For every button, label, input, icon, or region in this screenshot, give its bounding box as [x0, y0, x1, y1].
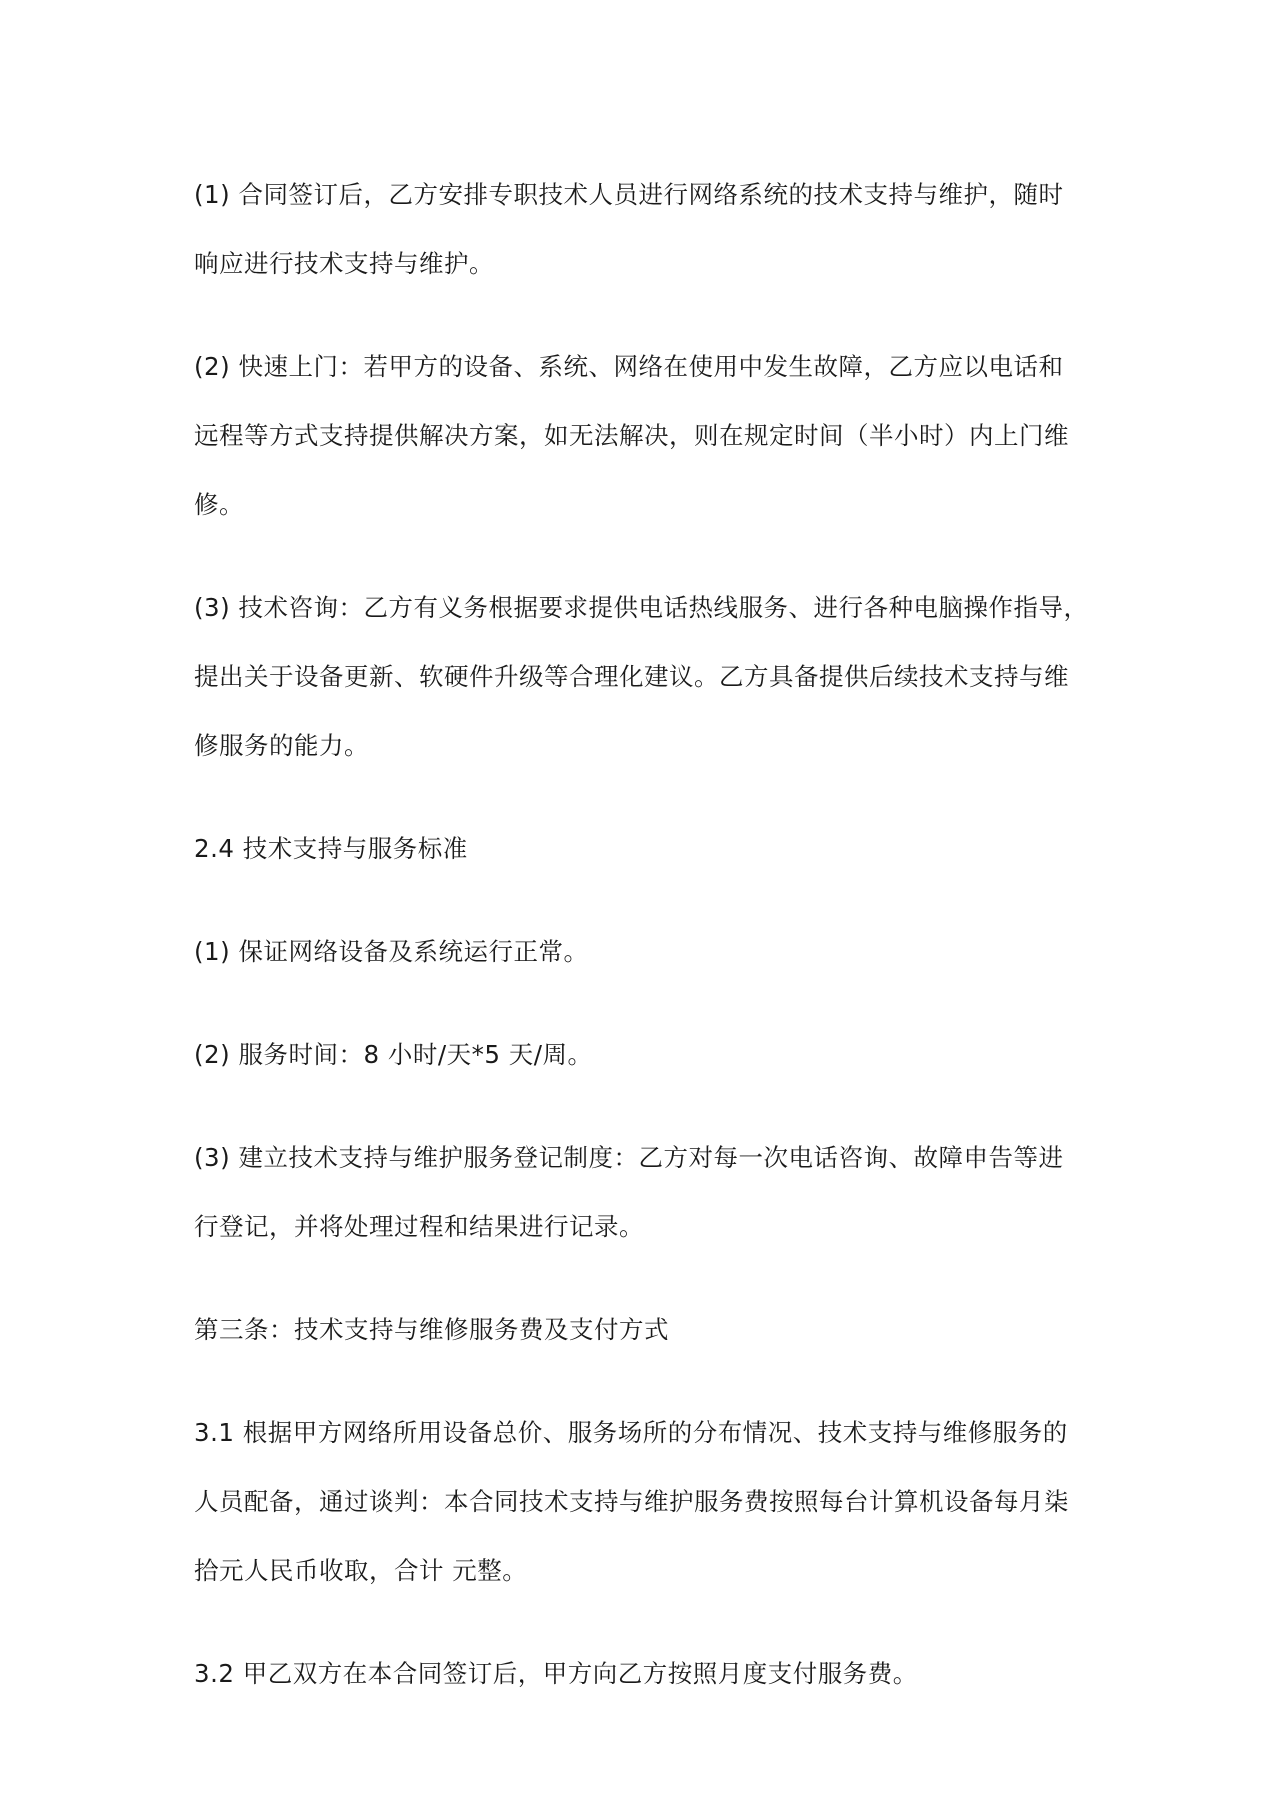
text-line: (1) 保证网络设备及系统运行正常。 — [194, 937, 589, 966]
paragraph-item-2-4-1 — [194, 917, 1094, 986]
text-line: 拾元人民币收取，合计 元整。 — [194, 1556, 528, 1585]
paragraph-item-2-4-2 — [194, 1020, 1094, 1089]
text-line: 第三条：技术支持与维修服务费及支付方式 — [194, 1315, 669, 1344]
text-line: 行登记，并将处理过程和结果进行记录。 — [194, 1212, 644, 1241]
text-line: 远程等方式支持提供解决方案，如无法解决，则在规定时间（半小时）内上门维 — [194, 421, 1069, 450]
article-heading-3 — [194, 1295, 1094, 1364]
text-line: (2) 快速上门：若甲方的设备、系统、网络在使用中发生故障，乙方应以电话和 — [194, 352, 1064, 381]
text-line: 3.1 根据甲方网络所用设备总价、服务场所的分布情况、技术支持与维修服务的 — [194, 1418, 1068, 1447]
text-line: (2) 服务时间：8 小时/天*5 天/周。 — [194, 1040, 593, 1069]
paragraph-section-3-2 — [194, 1639, 1094, 1708]
text-line: 人员配备，通过谈判：本合同技术支持与维护服务费按照每台计算机设备每月柒 — [194, 1487, 1069, 1516]
text-line: (1) 合同签订后，乙方安排专职技术人员进行网络系统的技术支持与维护，随时 — [194, 180, 1064, 209]
text-line: (3) 技术咨询：乙方有义务根据要求提供电话热线服务、进行各种电脑操作指导， — [194, 593, 1089, 622]
section-heading-2-4 — [194, 814, 1094, 883]
paragraph-item-2-4-3 — [194, 1123, 1094, 1261]
text-line: 修。 — [194, 490, 244, 519]
text-line: 2.4 技术支持与服务标准 — [194, 834, 468, 863]
text-line: 提出关于设备更新、软硬件升级等合理化建议。乙方具备提供后续技术支持与维 — [194, 662, 1069, 691]
text-line: 3.2 甲乙双方在本合同签订后，甲方向乙方按照月度支付服务费。 — [194, 1659, 918, 1688]
paragraph-item-1 — [194, 160, 1094, 298]
paragraph-item-3 — [194, 573, 1094, 780]
text-line: (3) 建立技术支持与维护服务登记制度：乙方对每一次电话咨询、故障申告等进 — [194, 1143, 1064, 1172]
text-line: 修服务的能力。 — [194, 731, 369, 760]
text-line: 响应进行技术支持与维护。 — [194, 249, 494, 278]
paragraph-section-3-1 — [194, 1398, 1094, 1605]
paragraph-item-2 — [194, 332, 1094, 539]
